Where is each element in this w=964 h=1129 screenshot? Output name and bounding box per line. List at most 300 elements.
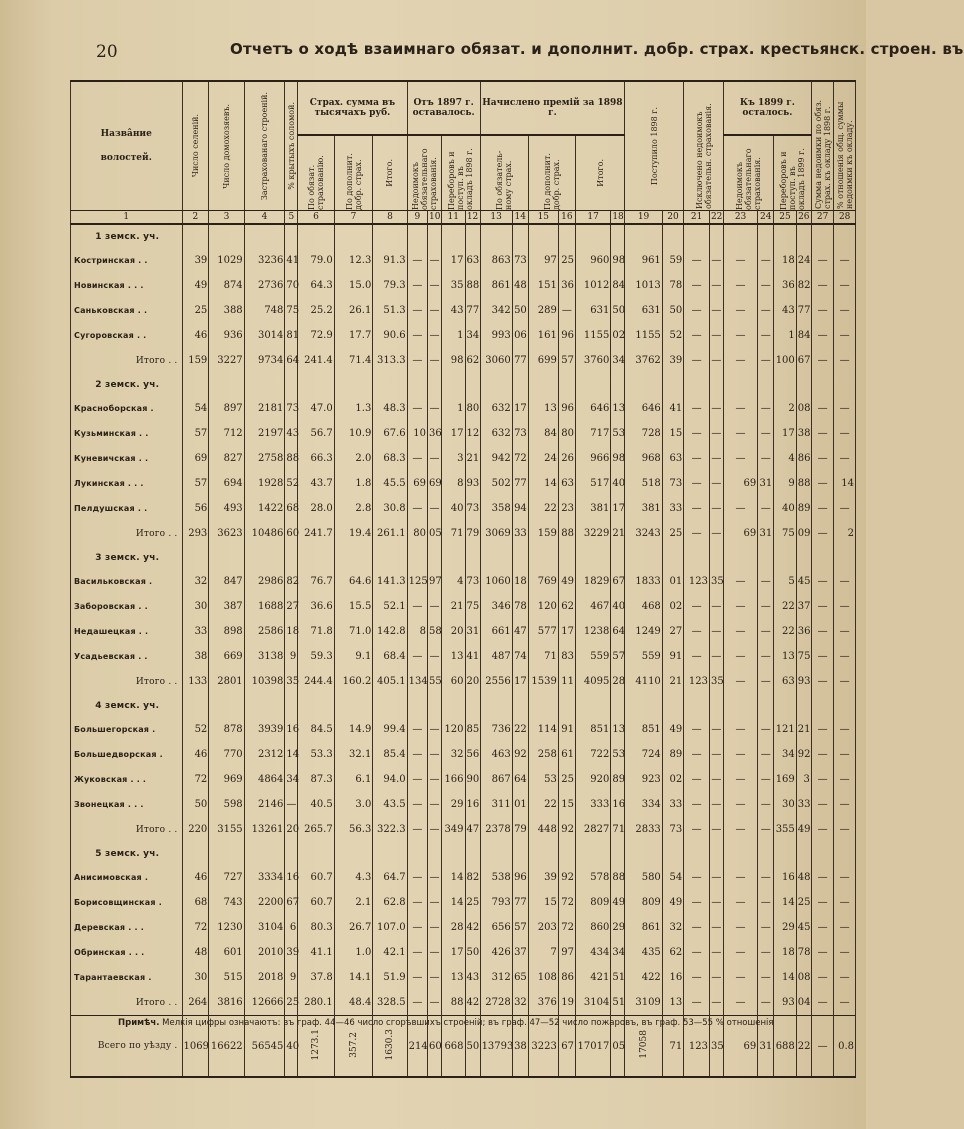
table-cell: 75 <box>796 644 811 669</box>
table-cell: 71 <box>662 1016 683 1078</box>
empty-cell <box>723 842 757 865</box>
empty-cell <box>758 224 774 248</box>
table-cell: 1155 <box>625 323 663 348</box>
table-cell: 4 <box>441 569 465 594</box>
table-cell: 923 <box>625 767 663 792</box>
empty-cell <box>611 373 625 396</box>
table-cell: — <box>723 644 757 669</box>
table-cell: — <box>684 915 710 940</box>
header-name-bottom: волостей. <box>100 153 152 163</box>
table-cell: — <box>723 669 757 694</box>
table-cell: 538 <box>480 865 512 890</box>
empty-cell <box>796 373 811 396</box>
table-cell: 78 <box>662 273 683 298</box>
table-cell: 2736 <box>244 273 285 298</box>
table-cell: 43 <box>285 421 298 446</box>
table-cell: 968 <box>625 446 663 471</box>
table-cell: 388 <box>209 298 244 323</box>
table-cell: — <box>684 965 710 990</box>
table-cell: 59.3 <box>298 644 334 669</box>
empty-cell <box>758 842 774 865</box>
table-cell: — <box>428 742 442 767</box>
table-cell: 49 <box>662 717 683 742</box>
table-cell: 3760 <box>575 348 610 373</box>
table-cell: — <box>758 496 774 521</box>
table-cell: 50 <box>465 940 480 965</box>
empty-cell <box>407 373 427 396</box>
table-cell: 58 <box>428 619 442 644</box>
total-row <box>71 990 856 1016</box>
empty-cell <box>298 842 334 865</box>
table-cell: 82 <box>285 569 298 594</box>
header-c28-text: % отношенія общ. суммы недоимки къ окладу. <box>835 101 854 209</box>
table-cell: — <box>723 323 757 348</box>
empty-cell <box>575 842 610 865</box>
table-cell: 28 <box>441 915 465 940</box>
table-cell: 21 <box>465 446 480 471</box>
table-cell: 851 <box>625 717 663 742</box>
table-cell: 81 <box>285 323 298 348</box>
empty-cell <box>334 546 373 569</box>
table-cell: 19.4 <box>334 521 373 546</box>
header-c4 <box>244 81 285 211</box>
header-c21 <box>684 81 724 211</box>
table-cell: — <box>834 569 856 594</box>
table-cell: 4095 <box>575 669 610 694</box>
empty-cell <box>709 842 723 865</box>
table-cell: — <box>834 396 856 421</box>
table-cell: 517 <box>575 471 610 496</box>
empty-cell <box>373 224 407 248</box>
table-cell: 264 <box>182 990 209 1016</box>
table-cell: 502 <box>480 471 512 496</box>
table-cell: — <box>709 990 723 1016</box>
table-cell: 3069 <box>480 521 512 546</box>
table-cell: 93 <box>796 669 811 694</box>
table-cell: — <box>428 323 442 348</box>
table-cell: 60.7 <box>298 865 334 890</box>
table-cell: 02 <box>611 323 625 348</box>
table-cell: 24 <box>528 446 558 471</box>
table-cell: — <box>811 817 834 842</box>
grand-ins-total: 1630.3 <box>384 1028 395 1061</box>
table-cell: 3109 <box>625 990 663 1016</box>
table-cell: 169 <box>774 767 797 792</box>
table-cell: — <box>811 248 834 273</box>
table-cell: 85 <box>465 717 480 742</box>
district-name: Жуковская . . . <box>71 767 183 792</box>
table-cell: 77 <box>512 890 528 915</box>
table-cell: 64 <box>611 619 625 644</box>
table-cell: 67 <box>285 890 298 915</box>
table-cell: 656 <box>480 915 512 940</box>
table-cell: 88 <box>796 471 811 496</box>
table-cell: — <box>684 792 710 817</box>
table-cell: — <box>428 990 442 1016</box>
page-title: Отчетъ о ходѣ взаимнаго обязат. и дополнит. добр. страх. крестьянск. строен. въ <box>230 40 964 58</box>
empty-cell <box>334 694 373 717</box>
table-cell: 88 <box>285 446 298 471</box>
table-cell: 14 <box>441 865 465 890</box>
table-cell: — <box>428 298 442 323</box>
table-cell: 37.8 <box>298 965 334 990</box>
header-c7 <box>334 135 373 211</box>
header-c7-text: По дополнит. добр. страх. <box>344 153 363 210</box>
table-cell: 30 <box>182 594 209 619</box>
table-cell: — <box>684 446 710 471</box>
column-number-row <box>71 211 856 225</box>
table-cell: — <box>407 323 427 348</box>
table-cell: 14 <box>834 471 856 496</box>
empty-cell <box>811 224 834 248</box>
table-cell: 14 <box>774 890 797 915</box>
table-cell: 3138 <box>244 644 285 669</box>
table-cell: 2200 <box>244 890 285 915</box>
table-row <box>71 594 856 619</box>
table-cell: — <box>684 298 710 323</box>
district-name: Куневичская . . <box>71 446 183 471</box>
table-cell: — <box>758 569 774 594</box>
table-cell: 75 <box>774 521 797 546</box>
header-group-1899: Къ 1899 г. осталось. <box>723 81 811 135</box>
table-cell: 41 <box>285 248 298 273</box>
table-cell: 748 <box>244 298 285 323</box>
empty-cell <box>684 224 710 248</box>
table-row <box>71 742 856 767</box>
column-number: 13 <box>480 211 512 225</box>
table-cell: 84 <box>796 323 811 348</box>
table-cell: — <box>709 496 723 521</box>
table-cell: 49 <box>662 890 683 915</box>
table-cell: 51.9 <box>373 965 407 990</box>
table-cell: 23 <box>558 496 575 521</box>
table-cell: 1 <box>774 323 797 348</box>
table-cell: 878 <box>209 717 244 742</box>
table-cell: 92 <box>558 817 575 842</box>
table-cell: 46 <box>182 865 209 890</box>
table-cell: 87.3 <box>298 767 334 792</box>
empty-cell <box>244 694 285 717</box>
table-cell: — <box>709 594 723 619</box>
table-cell: 107.0 <box>373 915 407 940</box>
column-number: 23 <box>723 211 757 225</box>
table-cell: — <box>684 396 710 421</box>
table-cell: — <box>407 940 427 965</box>
table-cell: 1 <box>441 396 465 421</box>
column-number: 8 <box>373 211 407 225</box>
table-cell: — <box>723 496 757 521</box>
table-cell: 65 <box>512 965 528 990</box>
district-name: Большегорская . <box>71 717 183 742</box>
table-cell: 21 <box>796 717 811 742</box>
table-cell: — <box>428 273 442 298</box>
table-cell: 920 <box>575 767 610 792</box>
table-cell: — <box>684 594 710 619</box>
table-cell: 14 <box>528 471 558 496</box>
table-cell: 72 <box>512 446 528 471</box>
table-cell: — <box>684 940 710 965</box>
table-cell: 77 <box>796 298 811 323</box>
table-cell: — <box>428 965 442 990</box>
district-name: Анисимовская . <box>71 865 183 890</box>
table-cell: 57 <box>182 421 209 446</box>
table-cell: 241.7 <box>298 521 334 546</box>
table-cell: 96 <box>558 323 575 348</box>
table-cell: — <box>428 940 442 965</box>
table-cell: 40 <box>611 471 625 496</box>
table-cell: 3014 <box>244 323 285 348</box>
table-cell: — <box>723 792 757 817</box>
empty-cell <box>182 373 209 396</box>
table-cell: 93 <box>465 471 480 496</box>
table-cell: 10398 <box>244 669 285 694</box>
table-cell: 133 <box>182 669 209 694</box>
table-cell: 736 <box>480 717 512 742</box>
table-cell: 88 <box>611 865 625 890</box>
table-cell: 45 <box>796 915 811 940</box>
table-cell: 56 <box>182 496 209 521</box>
table-cell: 632 <box>480 421 512 446</box>
header-c19-text: Поступило 1898 г. <box>649 106 659 186</box>
table-cell: 22 <box>512 717 528 742</box>
table-cell: 161 <box>528 323 558 348</box>
table-cell: 88 <box>441 990 465 1016</box>
table-row <box>71 273 856 298</box>
empty-cell <box>611 546 625 569</box>
table-cell: 3227 <box>209 348 244 373</box>
table-cell: 60 <box>285 521 298 546</box>
table-cell: 92 <box>512 742 528 767</box>
table-cell: 48 <box>182 940 209 965</box>
table-cell: 661 <box>480 619 512 644</box>
table-cell: — <box>407 496 427 521</box>
table-cell: — <box>285 792 298 817</box>
table-cell: — <box>834 940 856 965</box>
table-cell: 33 <box>796 792 811 817</box>
empty-cell <box>209 224 244 248</box>
table-cell: 40 <box>611 594 625 619</box>
column-number: 2 <box>182 211 209 225</box>
table-cell: 57 <box>512 915 528 940</box>
table-cell: 203 <box>528 915 558 940</box>
table-row <box>71 767 856 792</box>
table-cell: 41.1 <box>298 940 334 965</box>
table-cell: 717 <box>575 421 610 446</box>
table-cell: 13 <box>611 396 625 421</box>
empty-cell <box>465 373 480 396</box>
table-cell: 01 <box>512 792 528 817</box>
table-cell: — <box>684 248 710 273</box>
table-cell: — <box>558 298 575 323</box>
table-cell: 860 <box>575 915 610 940</box>
table-cell: 258 <box>528 742 558 767</box>
table-cell: 31 <box>465 619 480 644</box>
table-cell: 898 <box>209 619 244 644</box>
table-cell: — <box>834 965 856 990</box>
table-cell: 3229 <box>575 521 610 546</box>
table-cell: 15.0 <box>334 273 373 298</box>
table-cell: 80 <box>465 396 480 421</box>
table-cell: 49 <box>611 890 625 915</box>
table-cell: 3223 <box>528 1016 558 1078</box>
table-cell: 85.4 <box>373 742 407 767</box>
table-cell: 36 <box>558 273 575 298</box>
table-row <box>71 865 856 890</box>
empty-cell <box>709 224 723 248</box>
empty-cell <box>611 842 625 865</box>
empty-cell <box>285 546 298 569</box>
table-cell: — <box>834 298 856 323</box>
table-cell: — <box>758 248 774 273</box>
empty-cell <box>209 546 244 569</box>
table-cell: — <box>407 298 427 323</box>
grand-total-label: Всего по уѣзду . <box>71 1016 183 1078</box>
table-cell: 18 <box>285 619 298 644</box>
empty-cell <box>662 694 683 717</box>
table-cell: 2986 <box>244 569 285 594</box>
table-cell: 4864 <box>244 767 285 792</box>
table-cell: — <box>723 273 757 298</box>
empty-cell <box>558 842 575 865</box>
table-cell: — <box>811 717 834 742</box>
table-cell: 31 <box>758 471 774 496</box>
table-cell: — <box>428 717 442 742</box>
column-number: 3 <box>209 211 244 225</box>
table-cell: 387 <box>209 594 244 619</box>
table-cell: 92 <box>796 742 811 767</box>
table-cell: 68 <box>285 496 298 521</box>
empty-cell <box>774 842 797 865</box>
table-cell: — <box>834 323 856 348</box>
table-cell: 80 <box>558 421 575 446</box>
empty-cell <box>528 224 558 248</box>
table-cell: 2 <box>774 396 797 421</box>
grand-received: 17058 <box>638 1030 649 1059</box>
total-row <box>71 348 856 373</box>
empty-cell <box>334 373 373 396</box>
table-cell: 79.0 <box>298 248 334 273</box>
table-cell: — <box>758 940 774 965</box>
table-cell: 82 <box>796 273 811 298</box>
table-cell: 134 <box>407 669 427 694</box>
table-cell: 46 <box>182 323 209 348</box>
empty-cell <box>480 373 512 396</box>
empty-cell <box>298 224 334 248</box>
table-cell: 97 <box>558 940 575 965</box>
table-cell: 02 <box>662 594 683 619</box>
table-cell: 28.0 <box>298 496 334 521</box>
table-cell: — <box>758 990 774 1016</box>
table-cell: 60.7 <box>298 890 334 915</box>
table-cell: 17 <box>441 421 465 446</box>
section-row <box>71 842 856 865</box>
table-cell: — <box>709 865 723 890</box>
table-cell: — <box>758 421 774 446</box>
empty-cell <box>465 546 480 569</box>
table-row <box>71 644 856 669</box>
table-cell: 72 <box>182 767 209 792</box>
table-cell: 43 <box>465 965 480 990</box>
table-cell: — <box>709 965 723 990</box>
table-cell: — <box>723 594 757 619</box>
table-cell: 9.1 <box>334 644 373 669</box>
table-cell: — <box>811 767 834 792</box>
table-cell: — <box>811 865 834 890</box>
table-cell: 52 <box>285 471 298 496</box>
table-cell: 48 <box>796 865 811 890</box>
table-cell: 261.1 <box>373 521 407 546</box>
empty-cell <box>774 224 797 248</box>
empty-cell <box>209 694 244 717</box>
table-cell: 39 <box>528 865 558 890</box>
table-cell: — <box>723 619 757 644</box>
table-cell: 809 <box>575 890 610 915</box>
table-cell: 92 <box>558 865 575 890</box>
empty-cell <box>465 224 480 248</box>
table-cell: — <box>811 273 834 298</box>
empty-cell <box>512 694 528 717</box>
table-cell: — <box>709 742 723 767</box>
table-cell: 214 <box>407 1016 427 1078</box>
empty-cell <box>662 224 683 248</box>
table-cell: 8 <box>407 619 427 644</box>
empty-cell <box>774 373 797 396</box>
table-cell: 34 <box>611 348 625 373</box>
table-cell: 3334 <box>244 865 285 890</box>
table-cell: — <box>834 792 856 817</box>
table-row <box>71 323 856 348</box>
table-cell: — <box>758 865 774 890</box>
table-cell: 89 <box>662 742 683 767</box>
table-cell: 48.4 <box>334 990 373 1016</box>
table-cell: 88 <box>465 273 480 298</box>
header-c13 <box>480 135 528 211</box>
table-cell: 98 <box>611 446 625 471</box>
table-cell: 142.8 <box>373 619 407 644</box>
table-cell: 73 <box>465 569 480 594</box>
empty-cell <box>528 842 558 865</box>
table-cell: — <box>407 915 427 940</box>
table-cell: 26.7 <box>334 915 373 940</box>
table-cell: 05 <box>611 1016 625 1078</box>
header-c25-text: Переборовъ и поступ. въ окладъ 1899 г. <box>779 148 807 210</box>
table-cell: — <box>709 915 723 940</box>
empty-cell <box>834 373 856 396</box>
empty-cell <box>480 842 512 865</box>
table-cell: 897 <box>209 396 244 421</box>
table-cell: — <box>709 619 723 644</box>
table-cell: 68.3 <box>373 446 407 471</box>
table-cell: 69 <box>723 521 757 546</box>
header-c11-text: Переборовъ и поступ. въ окладъ 1898 г. <box>447 148 475 210</box>
table-cell: 16 <box>465 792 480 817</box>
table-cell: — <box>684 742 710 767</box>
table-cell: 867 <box>480 767 512 792</box>
table-cell: 42.1 <box>373 940 407 965</box>
table-cell: 9 <box>285 965 298 990</box>
table-cell: — <box>811 890 834 915</box>
table-cell: 35 <box>285 669 298 694</box>
table-cell: — <box>407 594 427 619</box>
table-cell: 77 <box>465 298 480 323</box>
table-cell: 41 <box>465 644 480 669</box>
table-cell: 668 <box>441 1016 465 1078</box>
table-row <box>71 619 856 644</box>
table-cell: 94.0 <box>373 767 407 792</box>
table-cell: 06 <box>512 323 528 348</box>
table-cell: — <box>428 817 442 842</box>
table-cell: 2378 <box>480 817 512 842</box>
